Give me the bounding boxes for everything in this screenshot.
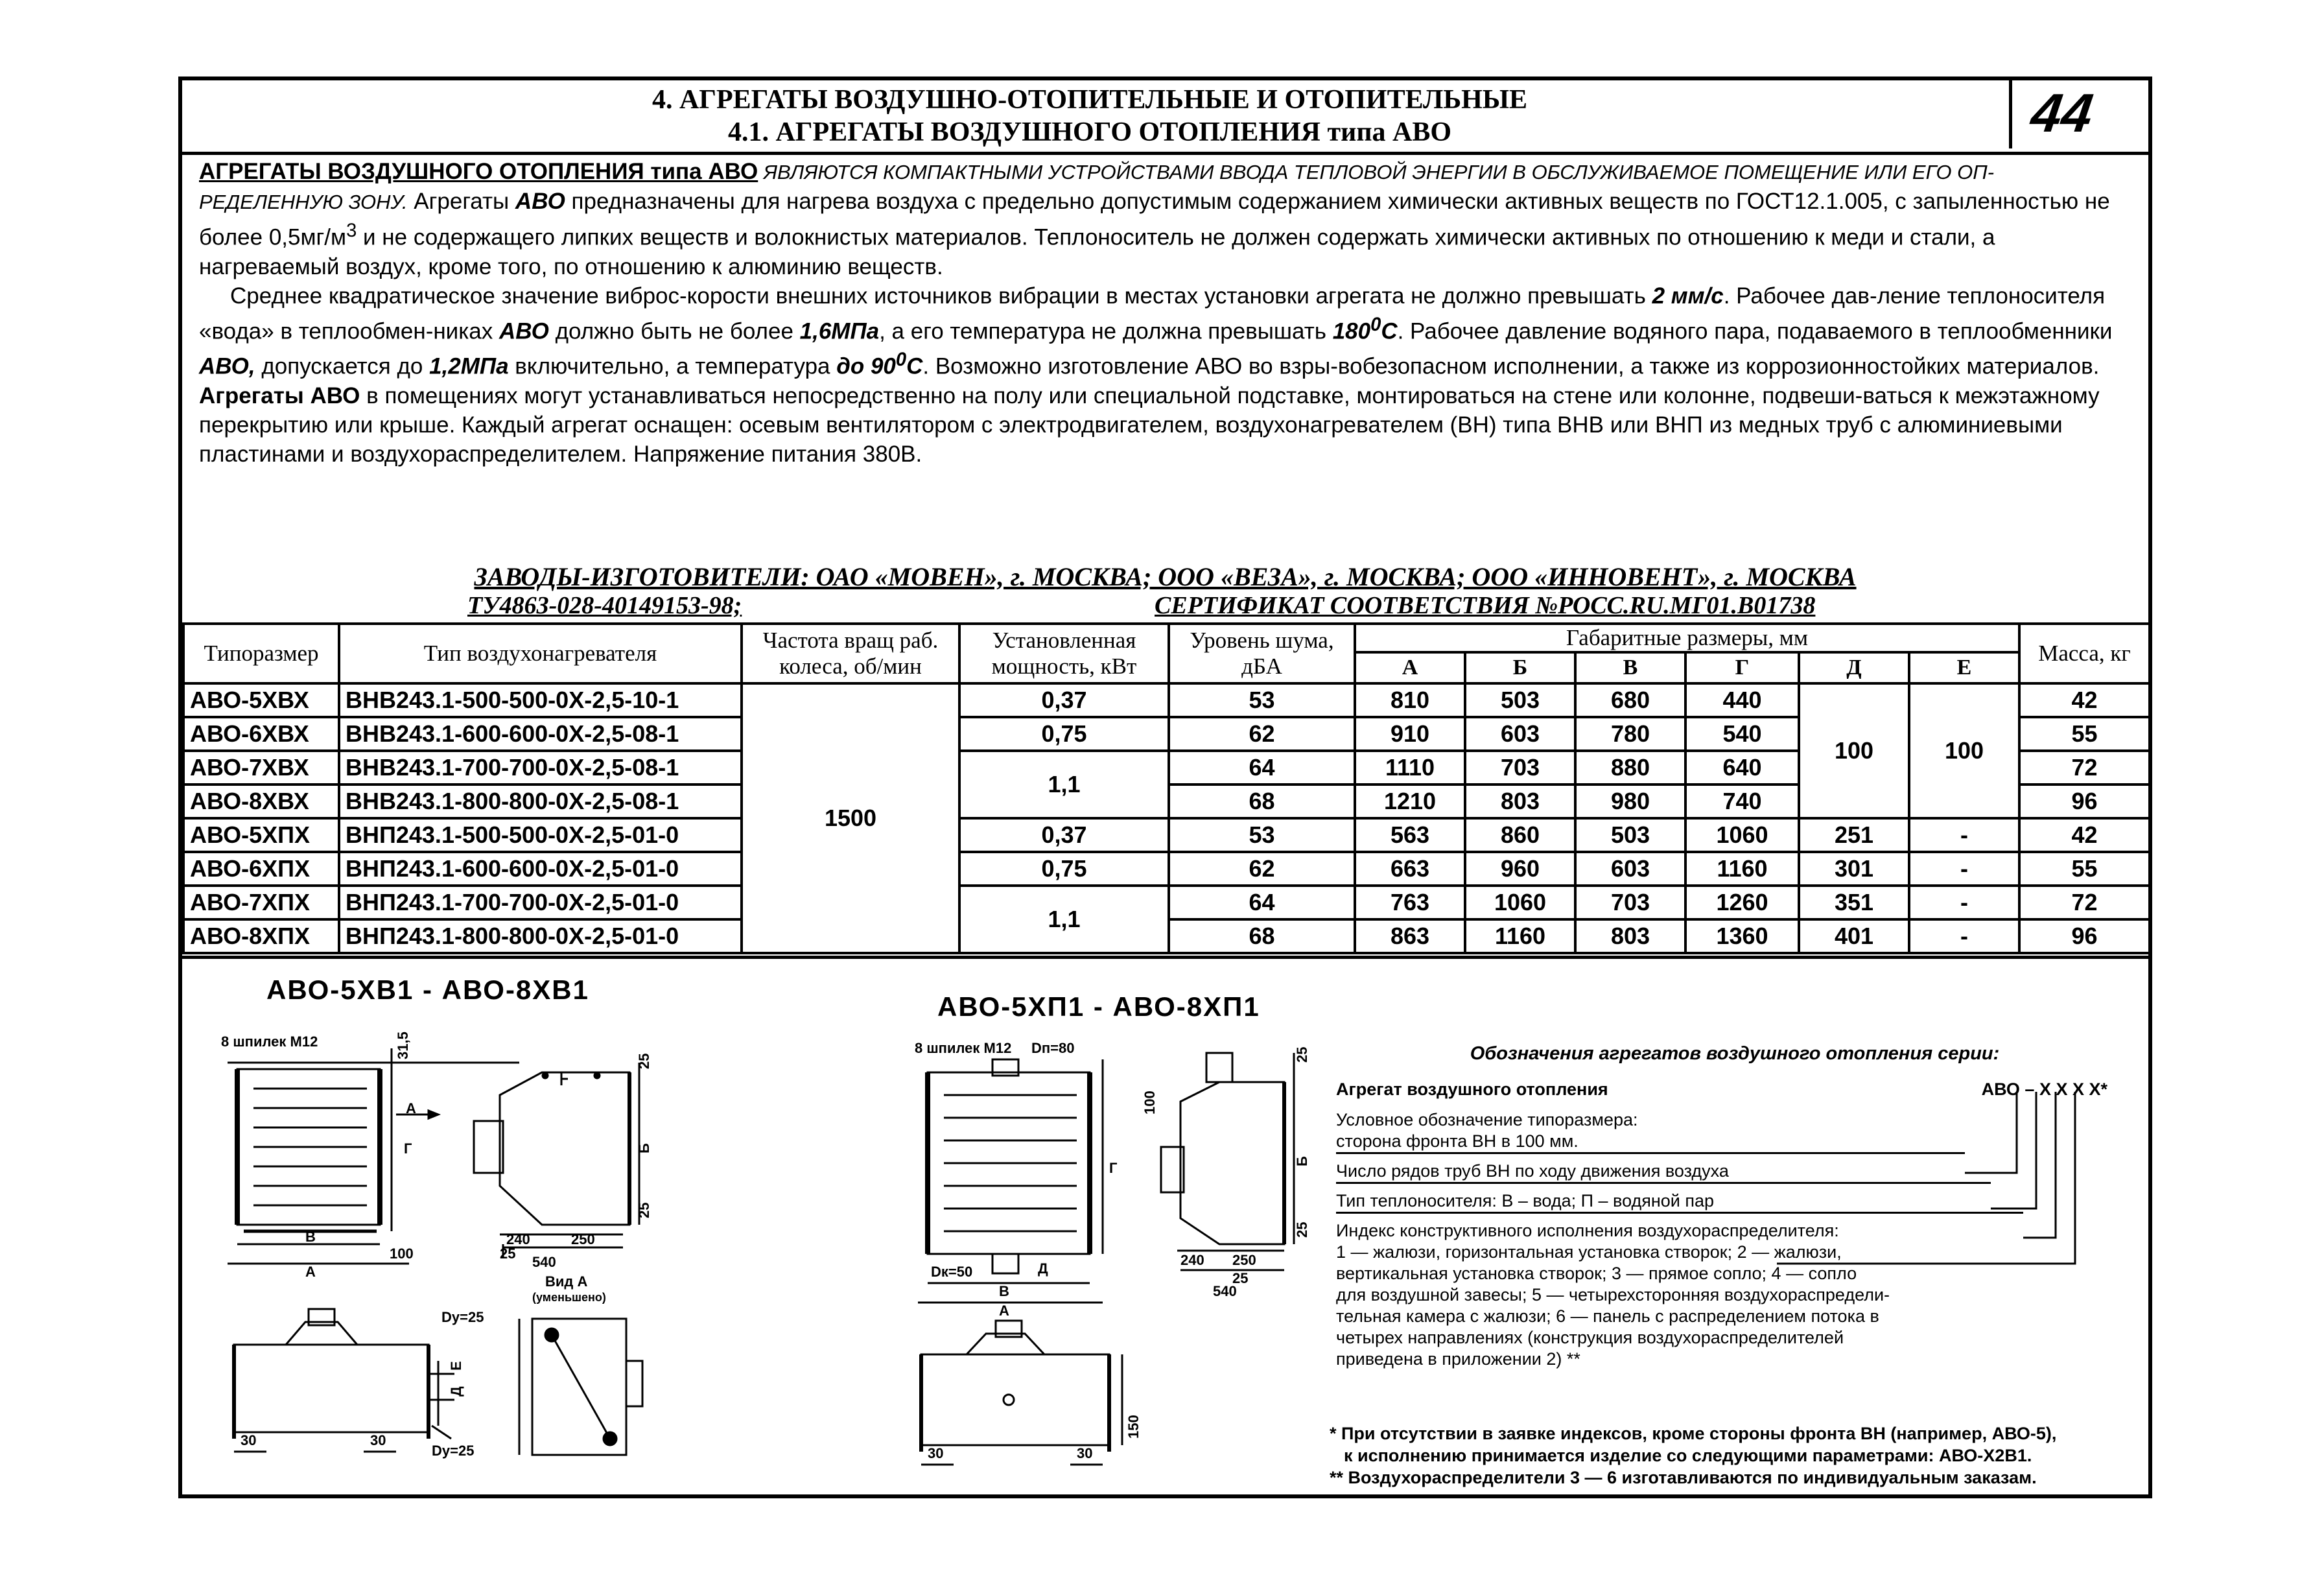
water-unit-drawings	[182, 1024, 843, 1497]
legend-text: 1 — жалюзи, горизонтальная установка створок; 2 — жалюзи,	[1336, 1242, 1842, 1262]
intro-text-run: , а его температура не должна превышать	[879, 318, 1333, 344]
intro-text-run: включительно, а температура	[508, 353, 837, 379]
col-dim-g: Г	[1685, 652, 1799, 683]
cell-dim: 563	[1355, 818, 1465, 852]
cell-dim: 351	[1799, 886, 1909, 919]
page-number: 44	[2027, 82, 2097, 143]
dim-label: 30	[928, 1445, 944, 1461]
cell-mass: 42	[2019, 818, 2150, 852]
cell-size: АВО-7ХПХ	[183, 886, 339, 919]
intro-lead: АГРЕГАТЫ ВОЗДУШНОГО ОТОПЛЕНИЯ типа АВО	[199, 159, 758, 184]
intro-text-run: должно быть не более	[548, 318, 800, 344]
cell-dim: 960	[1465, 852, 1575, 886]
cell-size: АВО-6ХПХ	[183, 852, 339, 886]
studs-label: 8 шпилек М12	[221, 1033, 318, 1050]
dk-label: Dк=50	[931, 1264, 973, 1280]
legend-text: Условное обозначение типоразмера:	[1336, 1110, 1638, 1129]
dim-label: Б	[1294, 1156, 1310, 1166]
cell-dim: 1360	[1685, 919, 1799, 953]
dim-label: 250	[1232, 1252, 1256, 1268]
intro-text-run: С	[906, 353, 923, 379]
intro-text-run: АВО	[515, 189, 565, 214]
water-front-view	[228, 1048, 519, 1264]
legend-title: Обозначения агрегатов воздушного отопления серии:	[1470, 1043, 2000, 1064]
col-dim-b: Б	[1465, 652, 1575, 683]
col-power: Установленная мощность, кВт	[959, 624, 1169, 683]
drawings-section	[182, 956, 2148, 1499]
dim-label: Д	[1038, 1260, 1048, 1277]
legend-text: Число рядов труб ВН по ходу движения воздуха	[1336, 1161, 1991, 1184]
col-dim-d: Д	[1799, 652, 1909, 683]
dim-label: 30	[370, 1432, 386, 1448]
cell-mass: 96	[2019, 784, 2150, 818]
cell-size: АВО-8ХПХ	[183, 919, 339, 953]
subsection-title: 4.1. АГРЕГАТЫ ВОЗДУШНОГО ОТОПЛЕНИЯ типа АВО	[727, 117, 1452, 147]
dim-label: 100	[390, 1245, 414, 1262]
page-number-box	[2009, 80, 2148, 148]
cell-dim: -	[1909, 886, 2019, 919]
legend-code: АВО – Х Х Х Х*	[1981, 1079, 2107, 1099]
dim-label: 540	[532, 1254, 556, 1270]
intro-text-run: предназначены для нагрева воздуха с предельно допустимым содержанием химически активных веществ по ГОСТ12.1.005, с запыленностью не более 0,5мг/м	[199, 189, 2110, 250]
water-plan-view	[234, 1309, 454, 1452]
cell-heater: ВНП243.1-600-600-0Х-2,5-01-0	[339, 852, 742, 886]
cell-dim: -	[1909, 852, 2019, 886]
table-row	[183, 886, 2150, 919]
cell-dim: 1060	[1685, 818, 1799, 852]
intro-text-run: допускается до	[255, 353, 430, 379]
intro-text-run: Агрегаты АВО	[199, 383, 360, 408]
cell-mass: 55	[2019, 852, 2150, 886]
cell-dim: 860	[1465, 818, 1575, 852]
dy-label: Dy=25	[441, 1309, 484, 1325]
page-header	[182, 80, 2148, 155]
dim-label: 25	[500, 1245, 516, 1262]
dim-label: 25	[1294, 1221, 1310, 1238]
intro-superscript: 0	[895, 349, 907, 371]
cell-mass: 96	[2019, 919, 2150, 953]
intro-text-run: 180	[1332, 318, 1371, 344]
col-dims: Габаритные размеры, мм	[1355, 624, 2019, 652]
steam-unit-drawings	[869, 1024, 1323, 1497]
dim-label: 540	[1213, 1283, 1237, 1299]
cell-dim: -	[1909, 919, 2019, 953]
water-view-a	[519, 1319, 642, 1455]
cell-dim: 880	[1575, 751, 1685, 784]
cell-noise: 64	[1169, 886, 1355, 919]
col-dim-a: А	[1355, 652, 1465, 683]
steam-unit-title: АВО-5ХП1 - АВО-8ХП1	[937, 991, 1260, 1022]
cell-dim: 1160	[1685, 852, 1799, 886]
footnote-text: ** Воздухораспределители 3 — 6 изготавливаются по индивидуальным заказам.	[1330, 1468, 2037, 1487]
cell-dim: 740	[1685, 784, 1799, 818]
legend-text: Индекс конструктивного исполнения воздухораспределителя:	[1336, 1221, 1839, 1240]
cell-dim: 763	[1355, 886, 1465, 919]
cell-dim-e-water: 100	[1909, 683, 2019, 818]
legend-text: тельная камера с жалюзи; 6 — панель с распределением потока в	[1336, 1306, 1879, 1326]
cell-heater: ВНВ243.1-500-500-0Х-2,5-10-1	[339, 683, 742, 717]
cell-dim: 640	[1685, 751, 1799, 784]
cell-mass: 72	[2019, 751, 2150, 784]
cell-size: АВО-6ХВХ	[183, 717, 339, 751]
intro-superscript: 0	[1370, 314, 1381, 335]
cell-dim: 1160	[1465, 919, 1575, 953]
cell-dim: 663	[1355, 852, 1465, 886]
legend-text: Тип теплоносителя: В – вода; П – водяной пар	[1336, 1190, 2023, 1214]
manufacturers: ЗАВОДЫ-ИЗГОТОВИТЕЛИ: ОАО «МОВЕН», г. МОСКВА; ООО «ВЕЗА», г. МОСКВА; ООО «ИННОВЕНТ», г. МОСКВА	[474, 562, 1857, 591]
dim-label: Е	[448, 1361, 464, 1371]
dim-label: В	[305, 1229, 316, 1245]
intro-text-run: АВО	[499, 318, 549, 344]
dim-label: 25	[1294, 1046, 1310, 1063]
cell-dim: 440	[1685, 683, 1799, 717]
cell-noise: 64	[1169, 751, 1355, 784]
cell-noise: 53	[1169, 818, 1355, 852]
cell-dim: 780	[1575, 717, 1685, 751]
cell-noise: 68	[1169, 784, 1355, 818]
section-title: 4. АГРЕГАТЫ ВОЗДУШНО-ОТОПИТЕЛЬНЫЕ И ОТОПИТЕЛЬНЫЕ	[651, 85, 1528, 115]
cell-mass: 72	[2019, 886, 2150, 919]
catalog-sheet	[178, 77, 2152, 1498]
cell-power: 0,75	[959, 717, 1169, 751]
cell-dim: 1060	[1465, 886, 1575, 919]
dim-label: Д	[448, 1386, 464, 1397]
cell-dim: 503	[1465, 683, 1575, 717]
tech-spec-number: ТУ4863-028-40149153-98;	[467, 592, 742, 619]
intro-text-run: . Рабочее дав-ление теплоносителя «вода» в теплообмен-никах	[199, 283, 2106, 344]
cell-mass: 55	[2019, 717, 2150, 751]
cell-dim: 803	[1465, 784, 1575, 818]
intro-superscript: 3	[346, 220, 357, 241]
cell-dim: -	[1909, 818, 2019, 852]
cell-dim: 301	[1799, 852, 1909, 886]
footnote-text: к исполнению принимается изделие со следующими параметрами: АВО-Х2В1.	[1344, 1446, 2032, 1465]
dim-label: Г	[1109, 1160, 1118, 1176]
cell-dim: 540	[1685, 717, 1799, 751]
cell-dim: 401	[1799, 919, 1909, 953]
intro-text-run: и не содержащего липких веществ и волокнистых материалов. Теплоноситель не должен содержать химически активных по отношению к меди и стали, а нагреваемый воздух, кроме того, по отношению к алюминию веществ.	[199, 224, 1995, 279]
dim-label: 30	[1077, 1445, 1093, 1461]
cell-size: АВО-7ХВХ	[183, 751, 339, 784]
cell-dim: 603	[1575, 852, 1685, 886]
table-row	[183, 683, 2150, 717]
cell-heater: ВНВ243.1-700-700-0Х-2,5-08-1	[339, 751, 742, 784]
dim-label: 25	[636, 1202, 652, 1218]
cell-dim: 910	[1355, 717, 1465, 751]
intro-text-run: С	[1381, 318, 1398, 344]
dim-label: 30	[241, 1432, 257, 1448]
cell-power: 0,37	[959, 818, 1169, 852]
dim-label: А	[406, 1100, 416, 1116]
cell-power: 1,1	[959, 751, 1169, 818]
intro-paragraph-2	[199, 281, 2137, 381]
cell-power: 1,1	[959, 886, 1169, 953]
col-mass: Масса, кг	[2019, 624, 2150, 683]
water-unit-title: АВО-5ХВ1 - АВО-8ХВ1	[266, 974, 589, 1005]
table-row	[183, 852, 2150, 886]
spec-table	[182, 622, 2151, 954]
designation-legend	[1336, 1043, 2133, 1370]
legend-text: приведена в приложении 2) **	[1336, 1349, 1580, 1369]
view-a-sublabel: (уменьшено)	[532, 1291, 606, 1304]
intro-caps: ЯВЛЯЮТСЯ КОМПАКТНЫМИ УСТРОЙСТВАМИ ВВОДА ТЕПЛОВОЙ ЭНЕРГИИ В ОБСЛУЖИВАЕМОЕ ПОМЕЩЕНИЕ ИЛИ ЕГО ОП-РЕДЕЛЕННУЮ ЗОНУ.	[199, 161, 1995, 213]
cell-dim: 680	[1575, 683, 1685, 717]
cell-dim: 503	[1575, 818, 1685, 852]
cell-heater: ВНП243.1-700-700-0Х-2,5-01-0	[339, 886, 742, 919]
col-rpm: Частота вращ раб. колеса, об/мин	[742, 624, 959, 683]
dim-label: 31,5	[395, 1032, 411, 1059]
col-noise: Уровень шума, дБА	[1169, 624, 1355, 683]
intro-text-run: 1,2МПа	[429, 353, 509, 379]
dim-label: 250	[571, 1231, 595, 1247]
legend-text: четырех направлениях (конструкция воздухораспределителей	[1336, 1328, 1844, 1347]
cell-size: АВО-5ХПХ	[183, 818, 339, 852]
cell-noise: 53	[1169, 683, 1355, 717]
cell-power: 0,37	[959, 683, 1169, 717]
dim-label: 100	[1142, 1091, 1158, 1115]
intro-text-run: в помещениях могут устанавливаться непосредственно на полу или специальной подставке, монтироваться на стене или колонне, подвеши-ваться к межэтажному перекрытию или крыше. Каждый агрегат оснащен: осевым вентилятором с электродвигателем, воздухонагревателем (ВН) типа ВНВ или ВНП из медных труб с алюминиевыми пластинами и воздухораспределителем. Напряжение питания 380В.	[199, 383, 2100, 467]
steam-plan-view	[921, 1321, 1122, 1465]
cell-mass: 42	[2019, 683, 2150, 717]
cell-heater: ВНВ243.1-600-600-0Х-2,5-08-1	[339, 717, 742, 751]
cell-heater: ВНВ243.1-800-800-0Х-2,5-08-1	[339, 784, 742, 818]
cell-dim: 703	[1575, 886, 1685, 919]
intro-text-run: . Рабочее давление водяного пара, подаваемого в теплообменники	[1397, 318, 2113, 344]
cell-dim: 1260	[1685, 886, 1799, 919]
cell-dim: 251	[1799, 818, 1909, 852]
dim-label: 150	[1125, 1415, 1142, 1439]
intro-paragraph-3	[199, 381, 2137, 469]
dim-label: Г	[404, 1140, 412, 1157]
legend-text: вертикальная установка створок; 3 — прямое сопло; 4 — сопло	[1336, 1264, 1857, 1283]
cell-rpm: 1500	[742, 683, 959, 953]
intro-text-run: . Возможно изготовление АВО во взры-вобезопасном исполнении, а также из коррозионностойких материалов.	[922, 353, 2100, 379]
dim-label: А	[305, 1264, 316, 1280]
cell-dim: 803	[1575, 919, 1685, 953]
dim-label: 240	[506, 1231, 530, 1247]
footnotes	[1330, 1422, 2140, 1489]
dim-label: В	[999, 1283, 1009, 1299]
footnote-text: * При отсутствии в заявке индексов, кроме стороны фронта ВН (например, АВО-5),	[1330, 1424, 2057, 1443]
intro-text-run: Среднее квадратическое значение виброс-корости внешних источников вибрации в местах установки агрегата не должно превышать	[230, 283, 1652, 309]
dim-label: 240	[1180, 1252, 1204, 1268]
dy-label: Dy=25	[432, 1443, 475, 1459]
legend-leader-lines	[1336, 1043, 2133, 1406]
cell-dim: 1210	[1355, 784, 1465, 818]
certificate-number: СЕРТИФИКАТ СООТВЕТСТВИЯ №РОСС.RU.МГ01.В01738	[1155, 592, 1816, 619]
legend-text: Агрегат воздушного отопления	[1336, 1079, 1608, 1099]
intro-text-run: 1,6МПа	[799, 318, 880, 344]
cell-dim: 703	[1465, 751, 1575, 784]
col-dim-v: В	[1575, 652, 1685, 683]
dn-label: Dп=80	[1031, 1040, 1075, 1056]
intro-text	[199, 157, 2137, 469]
cell-heater: ВНП243.1-800-800-0Х-2,5-01-0	[339, 919, 742, 953]
dim-label: 25	[1232, 1270, 1249, 1286]
view-a-label: Вид А	[545, 1273, 588, 1290]
studs-label: 8 шпилек М12	[915, 1040, 1012, 1056]
legend-text: для воздушной завесы; 5 — четырехсторонняя воздухораспредели-	[1336, 1285, 1890, 1304]
cell-size: АВО-8ХВХ	[183, 784, 339, 818]
legend-text: сторона фронта ВН в 100 мм.	[1336, 1131, 1579, 1151]
dim-label: Б	[636, 1143, 652, 1153]
cell-power: 0,75	[959, 852, 1169, 886]
cell-noise: 62	[1169, 717, 1355, 751]
cell-dim: 1110	[1355, 751, 1465, 784]
intro-text-run: 2 мм/с	[1652, 283, 1724, 309]
cell-dim: 603	[1465, 717, 1575, 751]
cell-dim-d-water: 100	[1799, 683, 1909, 818]
dim-label: А	[999, 1303, 1009, 1319]
col-size: Типоразмер	[183, 624, 339, 683]
steam-side-view	[1161, 1053, 1294, 1270]
cell-heater: ВНП243.1-500-500-0Х-2,5-01-0	[339, 818, 742, 852]
cell-dim: 863	[1355, 919, 1465, 953]
intro-paragraph-1	[199, 157, 2137, 281]
cell-dim: 980	[1575, 784, 1685, 818]
cell-noise: 62	[1169, 852, 1355, 886]
col-dim-e: Е	[1909, 652, 2019, 683]
dim-label: 25	[636, 1053, 652, 1069]
intro-text-run: Агрегаты	[407, 189, 515, 214]
intro-text-run: до 90	[836, 353, 896, 379]
cell-noise: 68	[1169, 919, 1355, 953]
col-heater: Тип воздухонагревателя	[339, 624, 742, 683]
water-side-view	[474, 1063, 639, 1257]
intro-text-run: АВО,	[199, 353, 255, 379]
cell-dim: 810	[1355, 683, 1465, 717]
table-row	[183, 818, 2150, 852]
cell-size: АВО-5ХВХ	[183, 683, 339, 717]
